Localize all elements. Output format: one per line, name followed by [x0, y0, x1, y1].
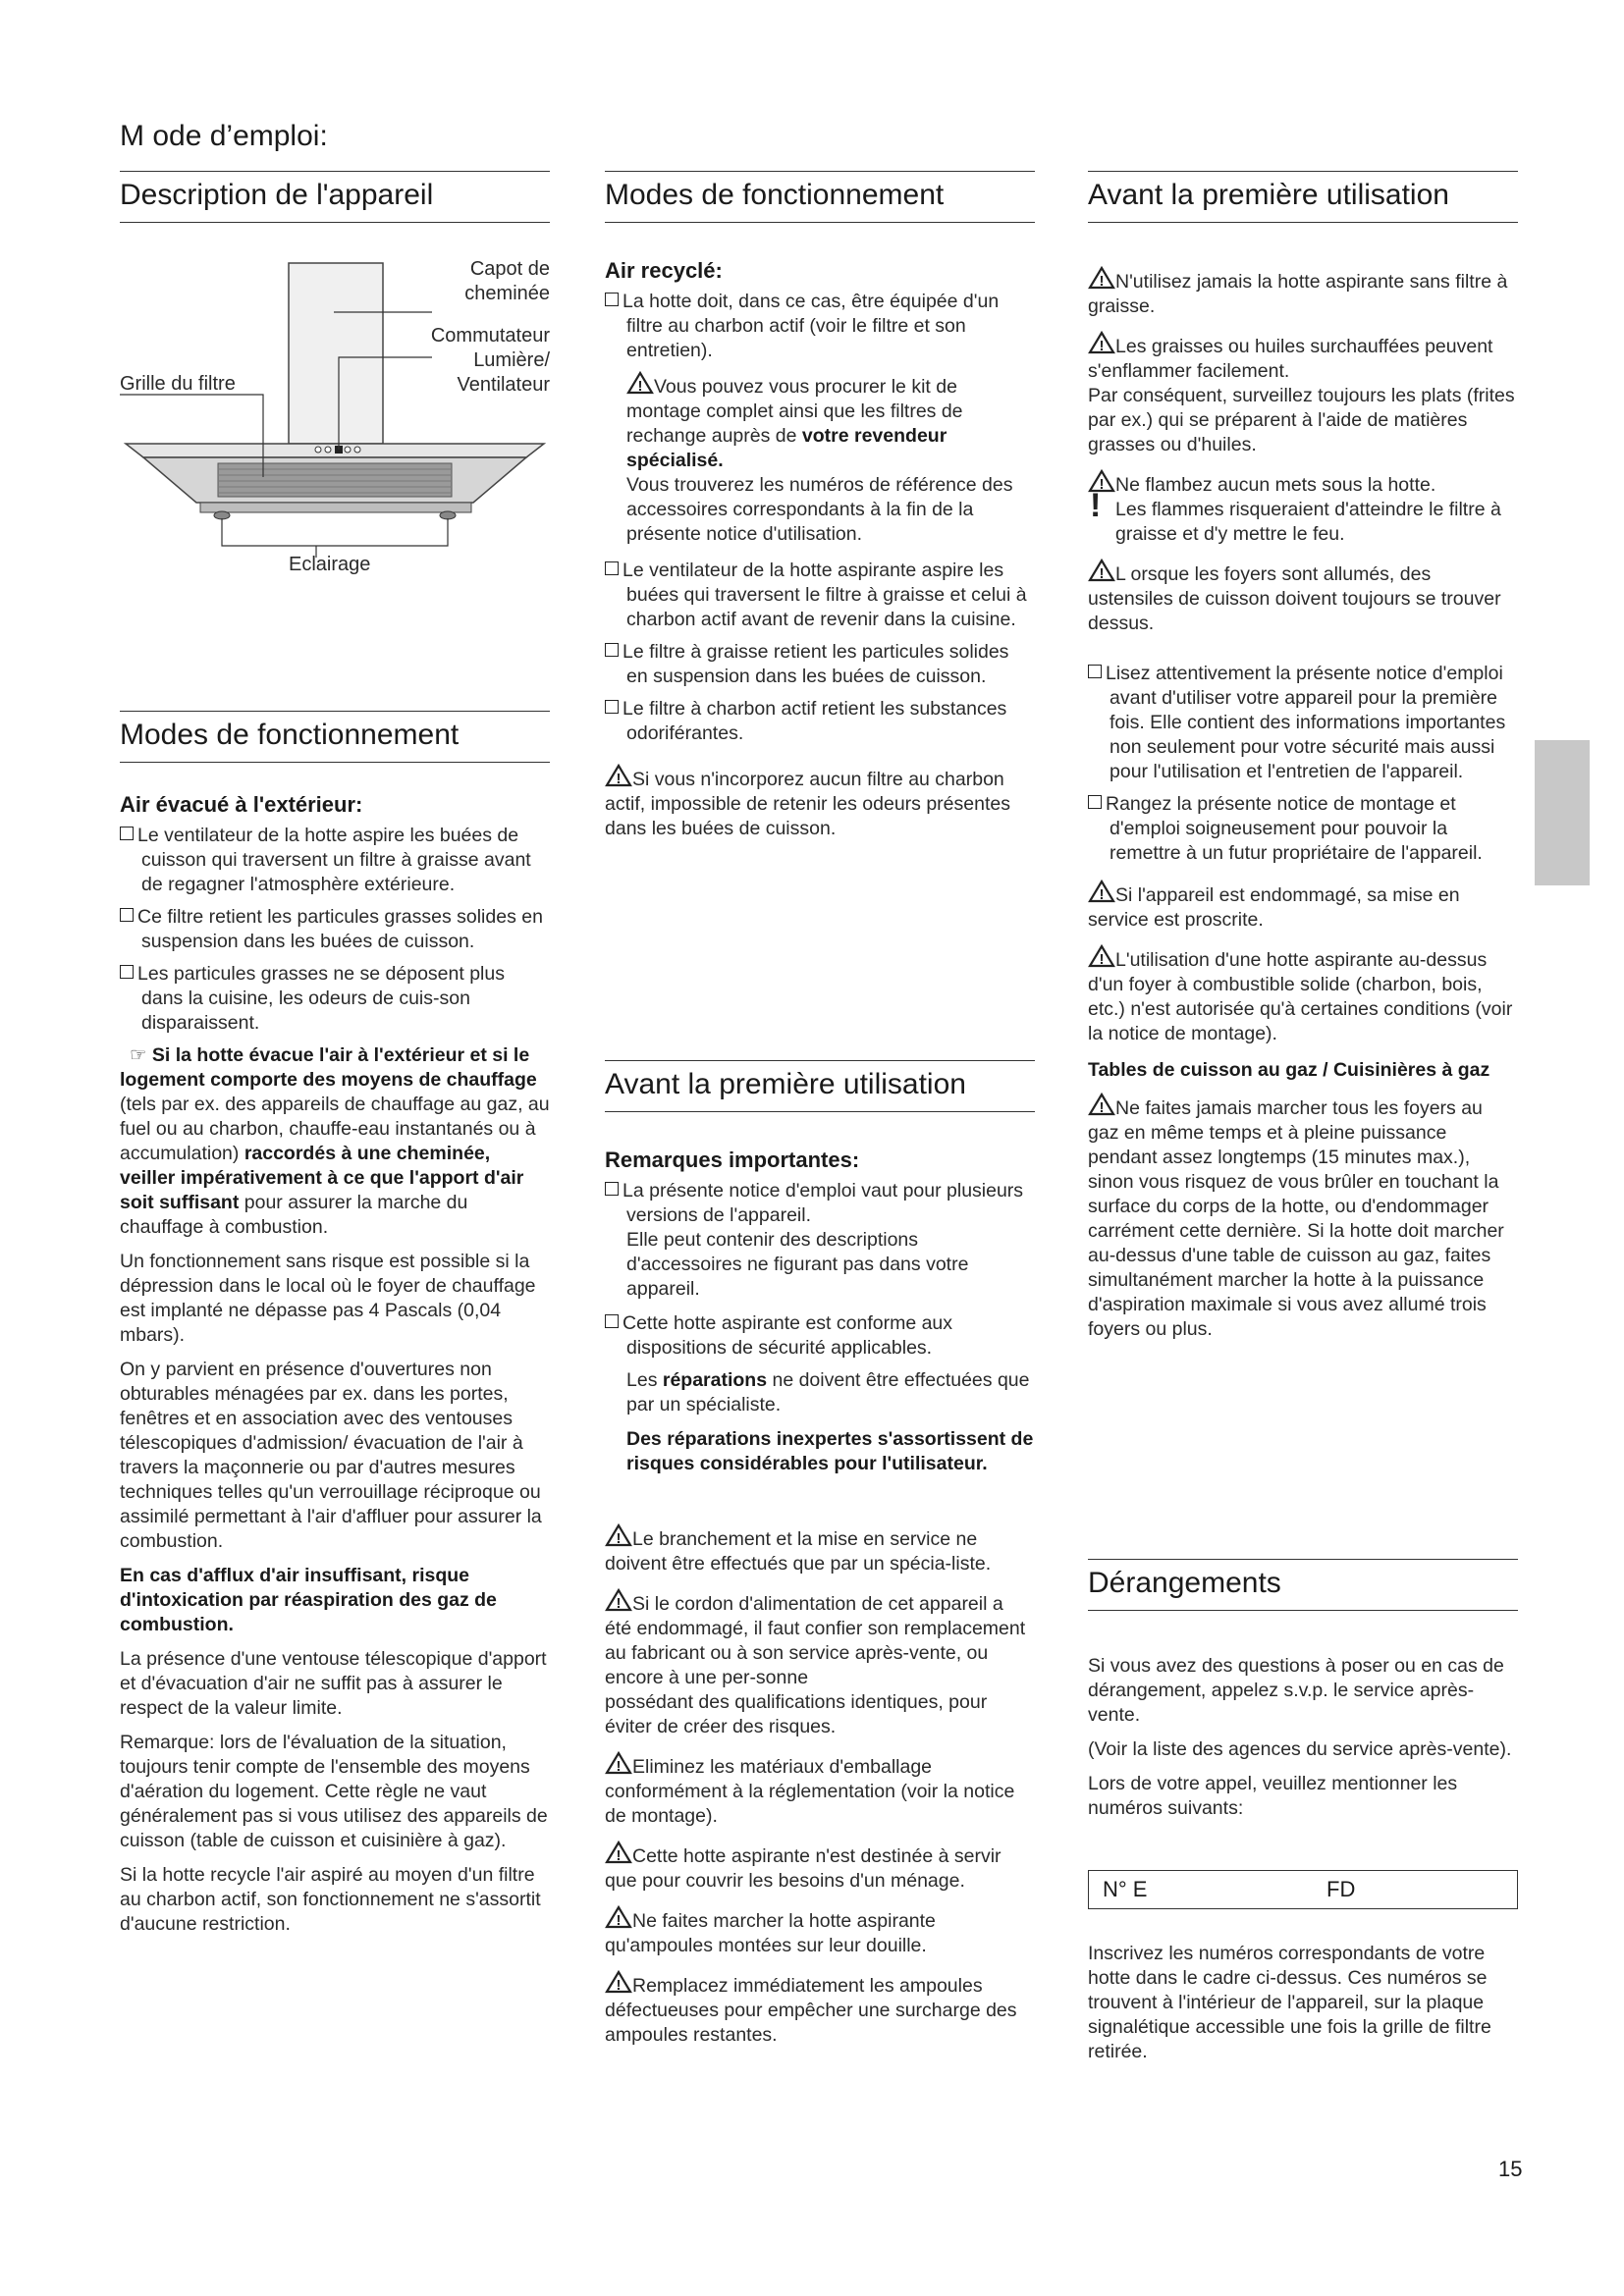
checkbox-icon — [1088, 665, 1102, 678]
side-tab-marker — [1535, 740, 1590, 885]
warning-triangle-icon — [605, 1588, 632, 1612]
left-column-body — [120, 711, 550, 1947]
warning-paragraph: ! N'utilisez jamais la hotte aspirante sans filtre à graisse. — [1088, 266, 1518, 319]
bullet-item: Le filtre à charbon actif retient les substances odoriférantes. — [605, 697, 1035, 746]
svg-text:!: ! — [1099, 273, 1105, 290]
paragraph: Si vous avez des questions à poser ou en cas de dérangement, appelez s.v.p. le service après-vente. — [1088, 1655, 1504, 1726]
section-title-avant-right: Avant la première utilisation — [1088, 171, 1518, 223]
svg-text:!: ! — [616, 1847, 622, 1864]
diagram-label-capot: Capot de cheminée — [464, 258, 550, 304]
warning-triangle-icon — [1088, 559, 1115, 582]
reparations-note: Les réparations ne doivent être effectuées que par un spécialiste. — [626, 1369, 1030, 1415]
paragraph: Un fonctionnement sans risque est possible si la dépression dans le local où le foyer de chauffage est implanté ne dépasse pas 4 Pascals (0,04 mbars). — [120, 1251, 536, 1346]
middle-column-bottom — [605, 1060, 1035, 2059]
warning-paragraph: ! Les graisses ou huiles surchauffées peuvent s'enflammer facilement. Par conséquent, surveillez toujours les plats (frites par ex.) qui se préparent à l'aide de matières grasses ou d'huiles. — [1088, 331, 1518, 457]
svg-text:!: ! — [1099, 476, 1105, 493]
middle-column-top — [605, 171, 1035, 853]
serial-number-box — [1088, 1870, 1518, 1909]
serial-e-label: N° E — [1103, 1877, 1148, 1901]
subheading-air-recycle: Air recyclé: — [605, 258, 723, 283]
checkbox-icon — [605, 561, 619, 575]
diagram-label-commutateur: Commutateur Lumière/ Ventilateur — [430, 325, 550, 396]
checkbox-icon — [1088, 795, 1102, 809]
diagram-label-eclairage: Eclairage — [289, 554, 371, 575]
bullet-item: Le ventilateur de la hotte aspire les buées de cuisson qui traversent un filtre à graisse avant de regagner l'atmosphère extérieure. — [120, 824, 550, 897]
bullet-item: Les particules grasses ne se déposent plus dans la cuisine, les odeurs de cuis-son disparaissent. — [120, 962, 550, 1036]
warning-triangle-icon — [605, 1970, 632, 1994]
svg-text:!: ! — [616, 1758, 622, 1775]
chauffage-note: ☞ Si la hotte évacue l'air à l'extérieur et si le logement comporte des moyens de chauffage (tels par ex. des appareils de chauffage au gaz, au fuel ou au charbon, chauffe-eau instantanés ou à accumulation) raccordés à une cheminée, veiller impérativement à ce que l'apport d'air soit suffisant pour assurer la marche du chauffage à combustion. — [120, 1044, 550, 1238]
bullet-item: Rangez la présente notice de montage et d'emploi soigneusement pour pouvoir la remettre à un futur propriétaire de l'appareil. — [1088, 792, 1518, 866]
warning-paragraph: ! Le branchement et la mise en service ne doivent être effectués que par un spécia-liste. — [605, 1523, 1035, 1576]
svg-text:!: ! — [1099, 338, 1105, 354]
svg-text:!: ! — [1099, 1099, 1105, 1116]
warning-paragraph: ! Ne faites jamais marcher tous les foyers au gaz en même temps et à pleine puissance pendant assez longtemps (15 minutes max.), sinon vous risquez de vous brûler en touchant la surface du corps de la hotte, ou d'endommager carrément cette dernière. Si la hotte doit marcher au-dessus d'une table de cuisson au gaz, faites simultanément marcher la hotte à la puissance d'aspiration maximale si vous avez allumé trois foyers ou plus. — [1088, 1093, 1518, 1342]
paragraph: On y parvient en présence d'ouvertures non obturables ménagées par ex. dans les portes, fenêtres et en association avec des ventouses télescopiques d'admission/ évacuation de l'air à travers la maçonnerie ou par d'autres mesures techniques telles qu'un verrouillage réciproque ou assimilé permettant à l'air d'affluer pour assurer la combustion. — [120, 1359, 542, 1552]
checkbox-icon — [120, 827, 134, 840]
svg-text:!: ! — [616, 1912, 622, 1929]
svg-text:!: ! — [1099, 565, 1105, 582]
right-column-top — [1088, 171, 1518, 1354]
warning-triangle-icon — [1088, 1093, 1115, 1116]
warning-paragraph: ! Ne faites marcher la hotte aspirante qu'ampoules montées sur leur douille. — [605, 1905, 1035, 1958]
bullet-item: Lisez attentivement la présente notice d'emploi avant d'utiliser votre appareil pour la première fois. Elle contient des informations importantes non seulement pour votre sécurité mais aussi pour l'utilisation et l'entretien de l'appareil. — [1088, 662, 1518, 784]
checkbox-icon — [605, 293, 619, 306]
page-number: 15 — [1498, 2157, 1523, 2181]
warning-paragraph: ! Si l'appareil est endommagé, sa mise en service est proscrite. — [1088, 880, 1518, 933]
bullet-item: Le ventilateur de la hotte aspirante aspire les buées qui traversent le filtre à graisse et celui à charbon actif avant de revenir dans la cuisine. — [605, 559, 1035, 632]
warning-triangle-icon — [605, 1841, 632, 1864]
warning-triangle-icon — [1088, 266, 1115, 290]
bullet-item: La hotte doit, dans ce cas, être équipée d'un filtre au charbon actif (voir le filtre et son entretien). — [605, 290, 1035, 363]
section-title-description: Description de l'appareil — [120, 171, 550, 223]
page-heading: M ode d’emploi: — [120, 120, 328, 152]
svg-text:!: ! — [616, 1530, 622, 1547]
section-title-modes-middle: Modes de fonctionnement — [605, 171, 1035, 223]
exclamation-mark-icon: ! — [1090, 487, 1102, 524]
section-title-modes-left: Modes de fonctionnement — [120, 711, 550, 763]
bullet-item: Le filtre à graisse retient les particules solides en suspension dans les buées de cuisson. — [605, 640, 1035, 689]
svg-text:!: ! — [1099, 951, 1105, 968]
checkbox-icon — [605, 700, 619, 714]
warning-triangle-icon — [1088, 331, 1115, 354]
svg-text:!: ! — [616, 771, 622, 787]
section-title-derangements: Dérangements — [1088, 1559, 1518, 1611]
warning-triangle-icon — [1088, 944, 1115, 968]
paragraph: Remarque: lors de l'évaluation de la situation, toujours tenir compte de l'ensemble des moyens d'aération du logement. Cette règle ne vaut généralement pas si vous utilisez des appareils de cuisson (table de cuisson et cuisinière à gaz). — [120, 1732, 548, 1851]
warning-triangle-icon — [605, 1523, 632, 1547]
bullet-item: Cette hotte aspirante est conforme aux dispositions de sécurité applicables. — [605, 1311, 1035, 1361]
diagram-label-grille: Grille du filtre — [120, 373, 236, 395]
svg-text:!: ! — [616, 1977, 622, 1994]
paragraph: La présence d'une ventouse télescopique d'apport et d'évacuation d'air ne suffit pas à assurer le respect de la valeur limite. — [120, 1648, 547, 1719]
paragraph: Elle peut contenir des descriptions d'accessoires ne figurant pas dans votre appareil. — [626, 1229, 969, 1300]
checkbox-icon — [120, 908, 134, 922]
reparations-bold: Des réparations inexpertes s'assortissent de risques considérables pour l'utilisateur. — [626, 1428, 1034, 1474]
warning-paragraph: ! L'utilisation d'une hotte aspirante au-dessus d'un foyer à combustible solide (charbon, bois, etc.) n'est autorisée qu'à certaines conditions (voir la notice de montage). — [1088, 944, 1518, 1046]
bullet-item: La présente notice d'emploi vaut pour plusieurs versions de l'appareil. — [605, 1179, 1035, 1228]
warning-triangle-icon — [605, 1751, 632, 1775]
paragraph: Si la hotte recycle l'air aspiré au moyen d'un filtre au charbon actif, son fonctionnement ne s'assortit d'aucune restriction. — [120, 1864, 541, 1935]
section-title-avant-middle: Avant la première utilisation — [605, 1060, 1035, 1112]
warning-paragraph: ! Ne flambez aucun mets sous la hotte. ! Les flammes risqueraient d'atteindre le filtre à graisse et d'y mettre le feu. — [1088, 469, 1518, 547]
warning-paragraph: ! Cette hotte aspirante n'est destinée à servir que pour couvrir les besoins d'un ménage. — [605, 1841, 1035, 1894]
checkbox-icon — [605, 1182, 619, 1196]
warning-paragraph: ! Si vous n'incorporez aucun filtre au charbon actif, impossible de retenir les odeurs présentes dans les buées de cuisson. — [605, 764, 1035, 841]
paragraph: Lors de votre appel, veuillez mentionner les numéros suivants: — [1088, 1773, 1458, 1819]
checkbox-icon — [605, 643, 619, 657]
svg-text:!: ! — [1099, 886, 1105, 903]
warning-paragraph: ! Remplacez immédiatement les ampoules défectueuses pour empêcher une surcharge des ampoules restantes. — [605, 1970, 1035, 2048]
svg-text:!: ! — [637, 378, 643, 395]
bullet-item: Ce filtre retient les particules grasses solides en suspension dans les buées de cuisson. — [120, 905, 550, 954]
warning-paragraph: ! Si le cordon d'alimentation de cet appareil a été endommagé, il faut confier son remplacement au fabricant ou à son service après-vente, ou encore à une per-sonne possédant des qualifications identiques, pour éviter de créer des risques. — [605, 1588, 1035, 1739]
svg-text:!: ! — [616, 1595, 622, 1612]
right-column-bottom — [1088, 1559, 1518, 1831]
checkbox-icon — [120, 965, 134, 979]
right-column-footer — [1088, 1942, 1518, 2074]
warning-triangle-icon — [626, 371, 654, 395]
pointing-hand-icon: ☞ — [130, 1044, 147, 1066]
warning-paragraph: ! Vous pouvez vous procurer le kit de montage complet ainsi que les filtres de rechange auprès de votre revendeur spécialisé. Vous trouverez les numéros de référence des accessoires correspondants à la fin de la présente notice d'utilisation. — [605, 371, 1035, 547]
warning-triangle-icon — [605, 764, 632, 787]
warning-triangle-icon — [1088, 880, 1115, 903]
checkbox-icon — [605, 1314, 619, 1328]
paragraph: (Voir la liste des agences du service après-vente). — [1088, 1738, 1512, 1760]
warning-paragraph: ! L orsque les foyers sont allumés, des ustensiles de cuisson doivent toujours se trouver dessus. — [1088, 559, 1518, 636]
serial-fd-label: FD — [1326, 1877, 1356, 1901]
left-column — [120, 171, 550, 223]
subheading-remarques: Remarques importantes: — [605, 1148, 860, 1172]
gaz-subheading: Tables de cuisson au gaz / Cuisinières à gaz — [1088, 1059, 1490, 1081]
paragraph: Inscrivez les numéros correspondants de votre hotte dans le cadre ci-dessus. Ces numéros se trouvent à l'intérieur de l'appareil, sur la plaque signalétique accessible une fois la grille de filtre retirée. — [1088, 1943, 1491, 2062]
paragraph-bold: En cas d'afflux d'air insuffisant, risque d'intoxication par réaspiration des gaz de combustion. — [120, 1565, 497, 1635]
subheading-air-evacue: Air évacué à l'extérieur: — [120, 792, 363, 817]
warning-triangle-icon — [605, 1905, 632, 1929]
warning-paragraph: ! Eliminez les matériaux d'emballage conformément à la réglementation (voir la notice de montage). — [605, 1751, 1035, 1829]
